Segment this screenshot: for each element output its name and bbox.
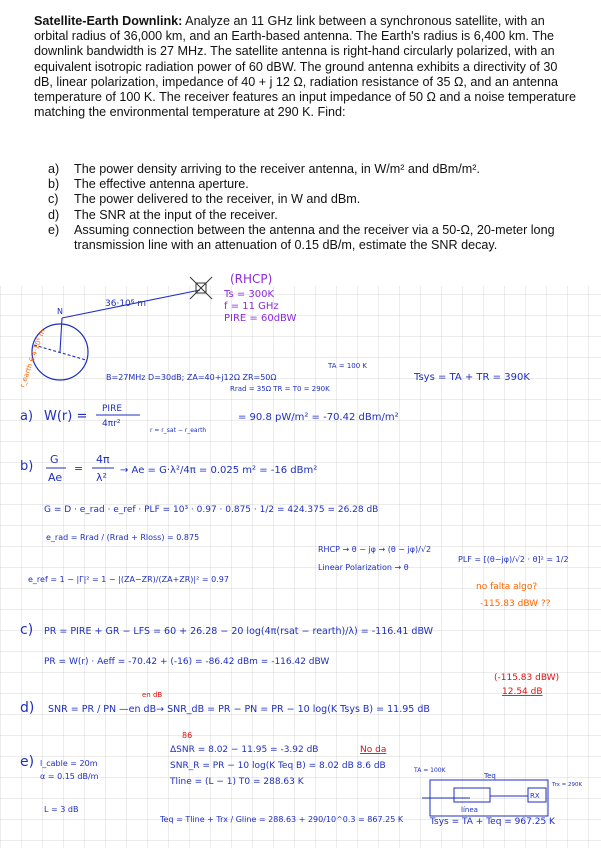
plf-note: no falta algo? — [476, 582, 538, 592]
circuit-trx-label: Trx = 290K — [552, 782, 583, 788]
part-a — [20, 404, 399, 434]
task-text: The power delivered to the receiver, in W and dBm. — [74, 192, 361, 207]
earth-satellite-diagram — [18, 277, 212, 389]
eref-line: e_ref = 1 − |Γ|² = 1 − |(ZA−ZR)/(ZA+ZR)|² = 0.97 — [28, 575, 229, 584]
part-a-sub: r = r_sat − r_earth — [150, 427, 207, 434]
given-line-2: Rrad = 35Ω TR = T0 = 290K — [230, 385, 330, 393]
rhcp-label: (RHCP) — [230, 272, 273, 286]
part-c-note-1: (-115.83 dBW) — [494, 673, 560, 683]
erad-line: e_rad = Rrad / (Rrad + Rloss) = 0.875 — [46, 533, 200, 542]
circuit-line-box — [454, 788, 490, 802]
circuit-ta-label: TA = 100K — [414, 767, 446, 774]
task-letter: c) — [48, 192, 59, 207]
part-b-lhs-den: Ae — [48, 471, 63, 484]
part-e-86: 86 — [182, 731, 193, 740]
part-e-given-1: l_cable = 20m — [40, 759, 98, 768]
part-a-frac-den: 4πr² — [102, 419, 121, 429]
rhcp-line: RHCP → θ − jφ → (θ − jφ)/√2 — [318, 545, 432, 554]
task-letter: a) — [48, 162, 60, 176]
satellite-params — [223, 272, 297, 324]
part-e-dsnr: ΔSNR = 8.02 − 11.95 = -3.92 dB — [170, 745, 319, 755]
part-a-label: a) — [20, 409, 34, 424]
part-c-line: PR = PIRE + GR − LFS = 60 + 26.28 − 20 log(4π(rsat − rearth)/λ) = -116.41 dBW — [44, 626, 434, 637]
part-e-tline: Tline = (L − 1) T0 = 288.63 K — [170, 777, 304, 787]
part-a-result: = 90.8 pW/m² = -70.42 dBm/m² — [238, 412, 399, 423]
part-e-label: e) — [20, 754, 35, 770]
task-letter: d) — [48, 207, 60, 222]
ta-label: TA = 100 K — [328, 362, 368, 370]
task-text: The power density arriving to the receiver antenna, in W/m² and dBm/m². — [74, 162, 480, 176]
part-a-lhs: W(r) = — [44, 409, 88, 424]
part-e-teq: Teq = Tline + Trx / Gline = 288.63 + 290/10^0.3 = 867.25 K — [160, 815, 404, 824]
freq-label: f = 11 GHz — [224, 301, 279, 312]
part-e-given-3: L = 3 dB — [44, 805, 79, 814]
part-e-given-2: α = 0.15 dB/m — [40, 772, 99, 781]
part-c-label: c) — [20, 622, 34, 638]
tsys-line: Tsys = TA + TR = 390K — [414, 372, 530, 383]
part-c-line-2: PR = W(r) · Aeff = -70.42 + (-16) = -86.42 dBm = -116.42 dBW — [44, 657, 330, 667]
sat-label: N — [57, 307, 63, 316]
part-b-ae: → Ae = G·λ²/4π = 0.025 m² = -16 dBm² — [120, 465, 318, 476]
part-e-noda: No da — [360, 745, 387, 755]
part-d — [20, 691, 430, 716]
part-c — [20, 622, 559, 697]
g-line: G = D · e_rad · e_ref · PLF = 10³ · 0.97 · 0.875 · 1/2 = 424.375 = 26.28 dB — [44, 505, 379, 515]
linear-line: Linear Polarization → θ — [318, 563, 409, 572]
part-b-mid-num: 4π — [96, 453, 110, 466]
task-text: Assuming connection between the antenna and the receiver via a 50-Ω, 20-meter long transmission line with an attenuation of 0.15 dB/m, estimate the SNR decay. — [74, 222, 555, 253]
part-d-en-db: en dB — [142, 691, 163, 699]
svg-text:=: = — [74, 462, 84, 475]
ts-label: Ts = 300K — [224, 289, 275, 300]
circuit-teq-label: Teq — [484, 772, 496, 780]
satellite-icon — [190, 277, 212, 299]
problem-title: Satellite-Earth Downlink: — [34, 14, 183, 28]
task-letter: e) — [48, 222, 60, 237]
given-line: B=27MHz D=30dB; ZA=40+j12Ω ZR=50Ω — [106, 373, 277, 382]
part-a-frac-num: PIRE — [102, 404, 123, 414]
problem-body: Analyze an 11 GHz link between a synchronous satellite, with an orbital radius of 36,000 km, and an Earth-based antenna. The Earth's radius is 6,400 km. The downlink bandwidth is 27 MHz. The satellite antenna is right-hand circularly polarized, with an equivalent isotropic radiation power of 60 dBW. The ground antenna exhibits a directivity of 30 dB, linear polarization, impedance of 40 + j 12 Ω, radiation resistance of 35 Ω, and an antenna temperature of 100 K. The receiver features an input impedance of 50 Ω and a noise temperature matching the environmental temperature at 290 K. Find: — [34, 14, 576, 120]
circuit-diagram — [413, 767, 583, 816]
plf-note-2: -115.83 dBW ?? — [480, 599, 551, 609]
circuit-line-label: línea — [461, 806, 478, 814]
part-c-note-2: 12.54 dB — [502, 687, 543, 697]
pire-label: PIRE = 60dBW — [224, 313, 297, 324]
part-e-snr: SNR_R = PR − 10 log(K Teq B) = 8.02 dB 8.6 dB — [170, 761, 386, 771]
task-text: The effective antenna aperture. — [74, 177, 249, 192]
part-b-label: b) — [20, 459, 34, 474]
part-d-line: SNR = PR / PN —en dB→ SNR_dB = PR − PN = PR − 10 log(K Tsys B) = 11.95 dB — [48, 704, 430, 715]
part-e-tsys: Tsys = TA + Teq = 967.25 K — [430, 817, 555, 827]
earth-radius-line — [60, 318, 62, 352]
task-letter: b) — [48, 177, 60, 192]
part-b-mid-den: λ² — [96, 471, 107, 484]
earth-label: r_earth 6.4·10⁶ m — [18, 328, 47, 389]
part-b — [20, 453, 317, 484]
plf-line: PLF = [(θ−jφ)/√2 · θ]² = 1/2 — [458, 555, 569, 564]
circuit-rx-label: RX — [530, 792, 540, 800]
part-d-label: d) — [20, 700, 35, 716]
orbit-label: 36·10⁶ m — [105, 299, 147, 309]
task-text: The SNR at the input of the receiver. — [74, 207, 278, 222]
part-b-lhs-num: G — [50, 453, 59, 466]
